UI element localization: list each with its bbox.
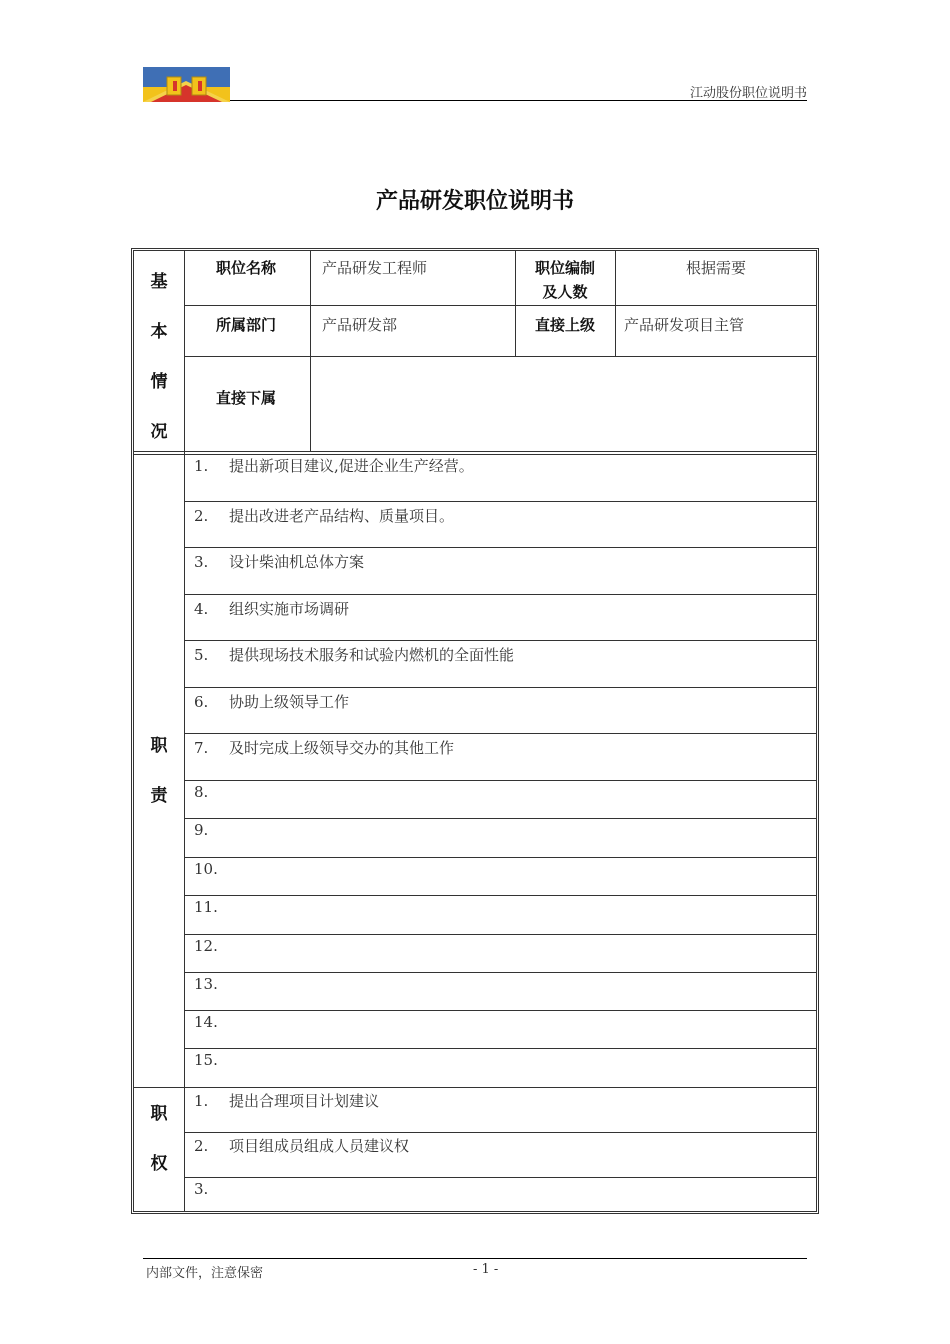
page-number: - 1 -: [473, 1262, 499, 1277]
duty-num: 14.: [194, 1013, 218, 1031]
duty-num: 11.: [194, 898, 218, 916]
duty-num: 12.: [194, 937, 218, 955]
supervisor-value: 产品研发项目主管: [624, 316, 745, 334]
header-doc-title: 江动股份职位说明书: [689, 86, 807, 101]
duty-num: 10.: [194, 860, 218, 878]
basic-info-section-label: 基 本 情 况: [150, 272, 168, 442]
duties-section-label: 职 责: [150, 736, 168, 806]
position-name-value: 产品研发工程师: [322, 259, 428, 277]
duty-num: 2.: [194, 507, 209, 525]
duty-num: 9.: [194, 821, 209, 839]
duty-num: 4.: [194, 600, 209, 618]
duty-text: 协助上级领导工作: [229, 693, 350, 711]
company-logo: [143, 67, 230, 102]
duty-num: 3.: [194, 553, 209, 571]
headcount-value: 根据需要: [685, 259, 746, 277]
authority-section-label: 职 权: [150, 1104, 168, 1174]
job-description-table: [131, 248, 819, 1214]
headcount-label: 职位编制 及人数: [534, 259, 595, 301]
position-name-label: 职位名称: [216, 259, 277, 277]
duty-num: 6.: [194, 693, 209, 711]
duty-num: 8.: [194, 783, 209, 801]
duty-num: 13.: [194, 975, 218, 993]
header-rule: [230, 100, 807, 101]
department-value: 产品研发部: [322, 316, 398, 334]
duty-text: 提供现场技术服务和试验内燃机的全面性能: [229, 646, 515, 664]
page-title: 产品研发职位说明书: [375, 189, 574, 214]
department-label: 所属部门: [216, 316, 277, 334]
subordinate-label: 直接下属: [216, 389, 277, 407]
authority-num: 1.: [194, 1092, 209, 1110]
footer-confidential: 内部文件，注意保密: [146, 1266, 264, 1281]
duty-num: 15.: [194, 1051, 218, 1069]
authority-text: 项目组成员组成人员建议权: [229, 1137, 410, 1155]
authority-text: 提出合理项目计划建议: [229, 1092, 380, 1110]
duty-text: 提出新项目建议,促进企业生产经营。: [229, 457, 474, 475]
duty-text: 组织实施市场调研: [229, 600, 350, 618]
authority-num: 2.: [194, 1137, 209, 1155]
duty-num: 5.: [194, 646, 209, 664]
footer-rule: [143, 1258, 807, 1259]
duty-text: 及时完成上级领导交办的其他工作: [229, 739, 455, 757]
duty-text: 设计柴油机总体方案: [229, 553, 365, 571]
supervisor-label: 直接上级: [534, 316, 595, 334]
duty-text: 提出改进老产品结构、质量项目。: [229, 507, 455, 525]
duty-num: 1.: [194, 457, 209, 475]
duty-num: 7.: [194, 739, 209, 757]
authority-num: 3.: [194, 1180, 209, 1198]
